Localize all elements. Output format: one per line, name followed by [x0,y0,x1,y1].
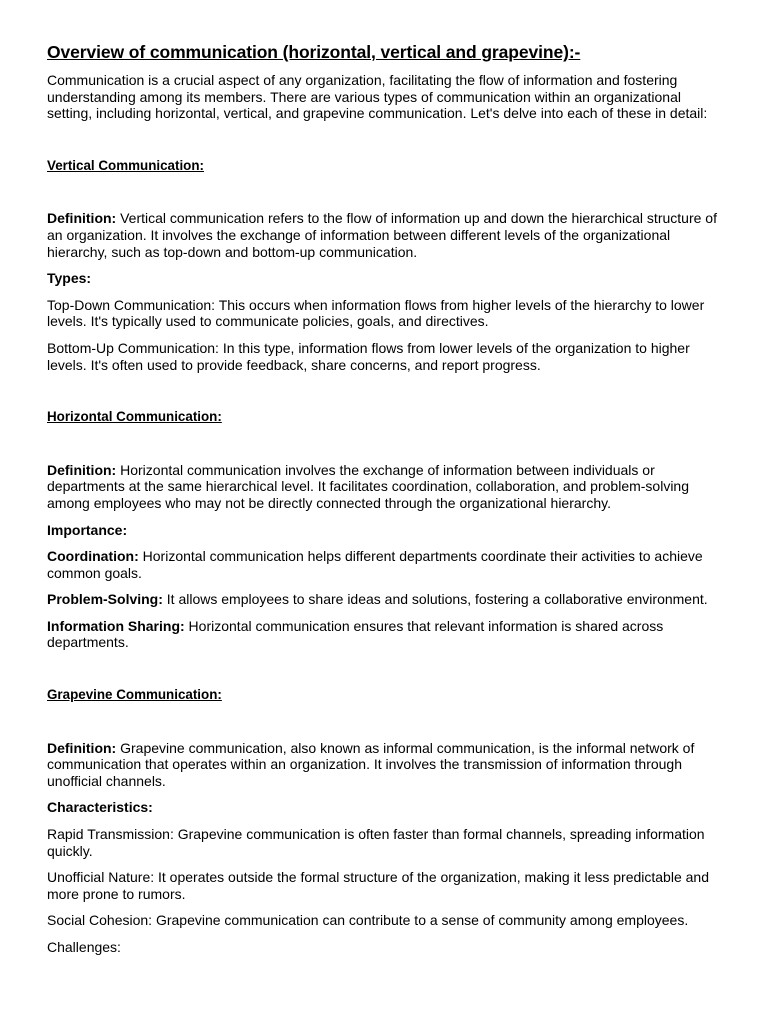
grapevine-definition [47,740,727,790]
problem-solving-text: It allows employees to share ideas and solutions, fostering a collaborative environment. [162,591,708,608]
definition-text: Grapevine communication, also known as informal communication, is the informal network of communication that operates within an organization. It involves the transmission of information through unofficial channels. [47,739,695,789]
characteristics-label: Characteristics: [47,799,153,816]
problem-solving-paragraph [47,591,727,608]
document-page [47,41,727,956]
types-label: Types: [47,270,92,287]
bottom-up-paragraph: Bottom-Up Communication: In this type, information flows from lower levels of the organization to higher levels. It's often used to provide feedback, share concerns, and report progress. [47,339,690,373]
definition-label: Definition: [47,739,117,756]
horizontal-definition [47,462,727,512]
definition-label: Definition: [47,461,117,478]
definition-label: Definition: [47,210,117,227]
document-title: Overview of communication (horizontal, vertical and grapevine):- [47,42,581,62]
coordination-paragraph [47,548,727,581]
grapevine-heading: Grapevine Communication: [47,687,222,703]
definition-text: Horizontal communication involves the exchange of information between individuals or departments at the same hierarchical level. It facilitates coordination, collaboration, and problem-solving among employees who may not be directly connected through the organizational hierarchy. [47,461,690,511]
information-sharing-text: Horizontal communication ensures that relevant information is shared across departments. [47,617,664,651]
coordination-label: Coordination: [47,548,139,565]
social-cohesion-paragraph: Social Cohesion: Grapevine communication can contribute to a sense of community among employees. [47,912,689,929]
vertical-heading: Vertical Communication: [47,157,204,173]
coordination-text: Horizontal communication helps different departments coordinate their activities to achieve common goals. [47,548,703,581]
horizontal-heading: Horizontal Communication: [47,409,222,425]
information-sharing-paragraph [47,618,727,651]
challenges-label: Challenges: [47,939,121,955]
vertical-definition [47,210,727,260]
intro-paragraph: Communication is a crucial aspect of any organization, facilitating the flow of information and fostering understanding among its members. There are various types of communication within an organizational setting, including horizontal, vertical, and grapevine communication. Let's delve into each of these in detail: [47,72,708,122]
rapid-transmission-paragraph: Rapid Transmission: Grapevine communication is often faster than formal channels, spreading information quickly. [47,826,705,859]
information-sharing-label: Information Sharing: [47,617,185,634]
unofficial-nature-paragraph: Unofficial Nature: It operates outside the formal structure of the organization, making it less predictable and more prone to rumors. [47,869,709,902]
problem-solving-label: Problem-Solving: [47,591,163,608]
importance-label: Importance: [47,521,128,538]
top-down-paragraph: Top-Down Communication: This occurs when information flows from higher levels of the hierarchy to lower levels. It's typically used to communicate policies, goals, and directives. [47,296,705,330]
definition-text: Vertical communication refers to the flow of information up and down the hierarchical structure of an organization. It involves the exchange of information between different levels of the organizational hierarchy, such as top-down and bottom-up communication. [47,210,717,260]
